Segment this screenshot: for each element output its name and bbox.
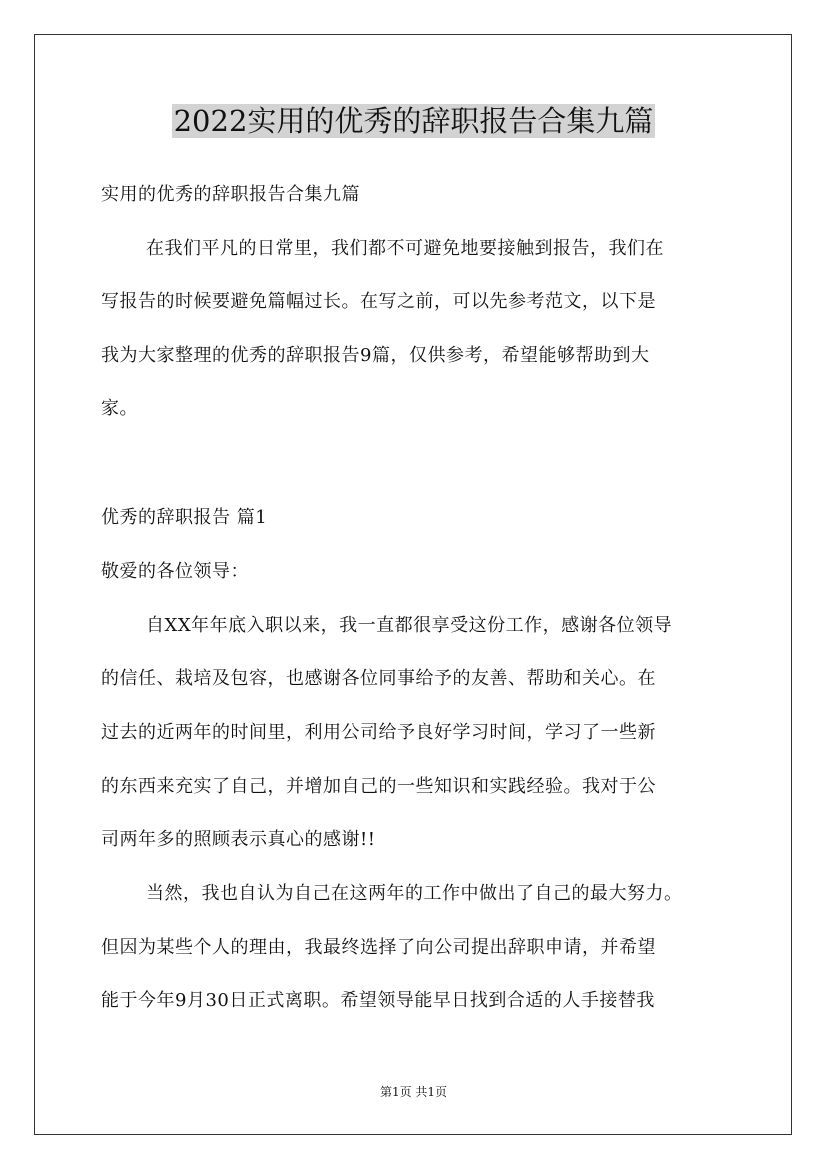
- section-heading: 优秀的辞职报告 篇1: [101, 507, 268, 528]
- paragraph-line: 能于今年9月30日正式离职。希望领导能早日找到合适的人手接替我: [101, 990, 655, 1011]
- salutation: 敬爱的各位领导：: [101, 561, 249, 582]
- intro-line: 家。: [101, 398, 138, 419]
- intro-line: 写报告的时候要避免篇幅过长。在写之前，可以先参考范文，以下是: [101, 291, 656, 312]
- paragraph-line: 的信任、栽培及包容，也感谢各位同事给予的友善、帮助和关心。在: [101, 668, 656, 689]
- paragraph-line: 当然，我也自认为自己在这两年的工作中做出了自己的最大努力。: [146, 883, 683, 904]
- paragraph-line: 但因为某些个人的理由，我最终选择了向公司提出辞职申请，并希望: [101, 937, 656, 958]
- paragraph-line: 自XX年年底入职以来，我一直都很享受这份工作，感谢各位领导: [146, 615, 673, 636]
- paragraph-line: 司两年多的照顾表示真心的感谢!!: [101, 829, 376, 850]
- paragraph-line: 过去的近两年的时间里，利用公司给予良好学习时间，学习了一些新: [101, 722, 656, 743]
- intro-line: 我为大家整理的优秀的辞职报告9篇，仅供参考，希望能够帮助到大: [101, 345, 650, 366]
- paragraph-line: 的东西来充实了自己，并增加自己的一些知识和实践经验。我对于公: [101, 776, 656, 797]
- document-title-text: 2022实用的优秀的辞职报告合集九篇: [173, 104, 654, 138]
- document-title: [0, 100, 827, 142]
- page-footer: 第1页 共1页: [379, 1085, 448, 1099]
- document-subtitle: 实用的优秀的辞职报告合集九篇: [101, 184, 360, 205]
- intro-line: 在我们平凡的日常里，我们都不可避免地要接触到报告，我们在: [146, 238, 664, 259]
